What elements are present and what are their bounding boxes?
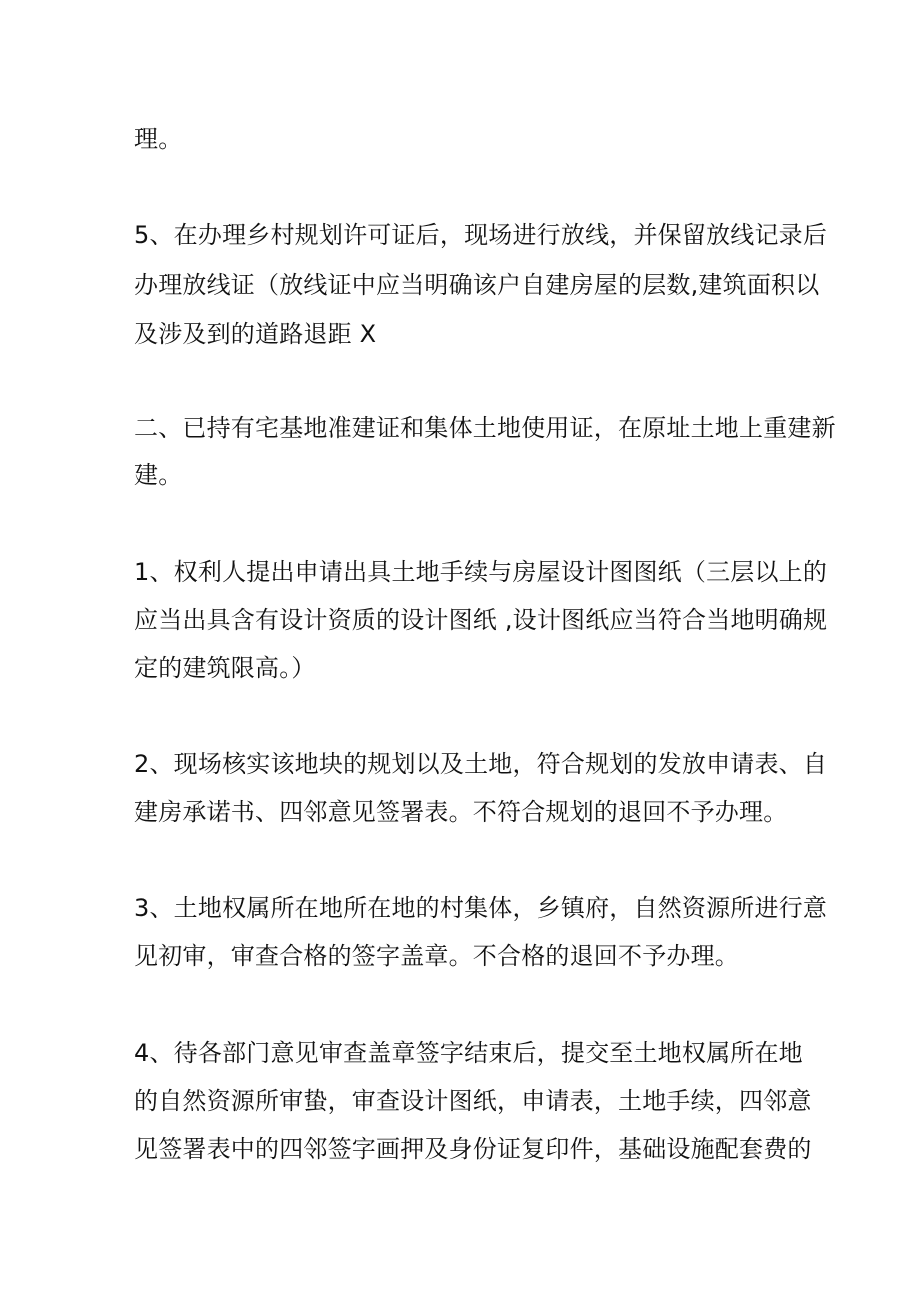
text-line: 2、现场核实该地块的规划以及土地，符合规划的发放申请表、自 [134,750,828,778]
text-line: 及涉及到的道路退距 X [134,320,377,348]
text-line: 二、已持有宅基地准建证和集体土地使用证，在原址土地上重建新 [134,414,836,442]
text-line: 建房承诺书、四邻意见签署表。不符合规划的退回不予办理。 [134,798,788,826]
text-line: 应当出具含有设计资质的设计图纸 ,设计图纸应当符合当地明确规 [134,606,828,634]
text-line: 建。 [134,461,183,489]
text-line: 5、在办理乡村规划许可证后，现场进行放线，并保留放线记录后 [134,221,828,249]
text-line: 见初审，审查合格的签字盖章。不合格的退回不予办理。 [134,942,739,970]
text-line: 3、土地权属所在地所在地的村集体，乡镇府，自然资源所进行意 [134,894,828,922]
text-line: 4、待各部门意见审查盖章签字结束后，提交至土地权属所在地 [134,1039,803,1067]
text-line: 1、权利人提出申请出具土地手续与房屋设计图图纸（三层以上的 [134,558,828,586]
text-line: 见签署表中的四邻签字画押及身份证复印件，基础设施配套费的 [134,1135,812,1163]
text-line: 的自然资源所审蛰，审查设计图纸，申请表，土地手续，四邻意 [134,1087,812,1115]
text-line: 定的建筑限高。） [134,654,316,682]
text-line: 理。 [134,125,183,153]
text-line: 办理放线证（放线证中应当明确该户自建房屋的层数,建筑面积以 [134,271,820,299]
